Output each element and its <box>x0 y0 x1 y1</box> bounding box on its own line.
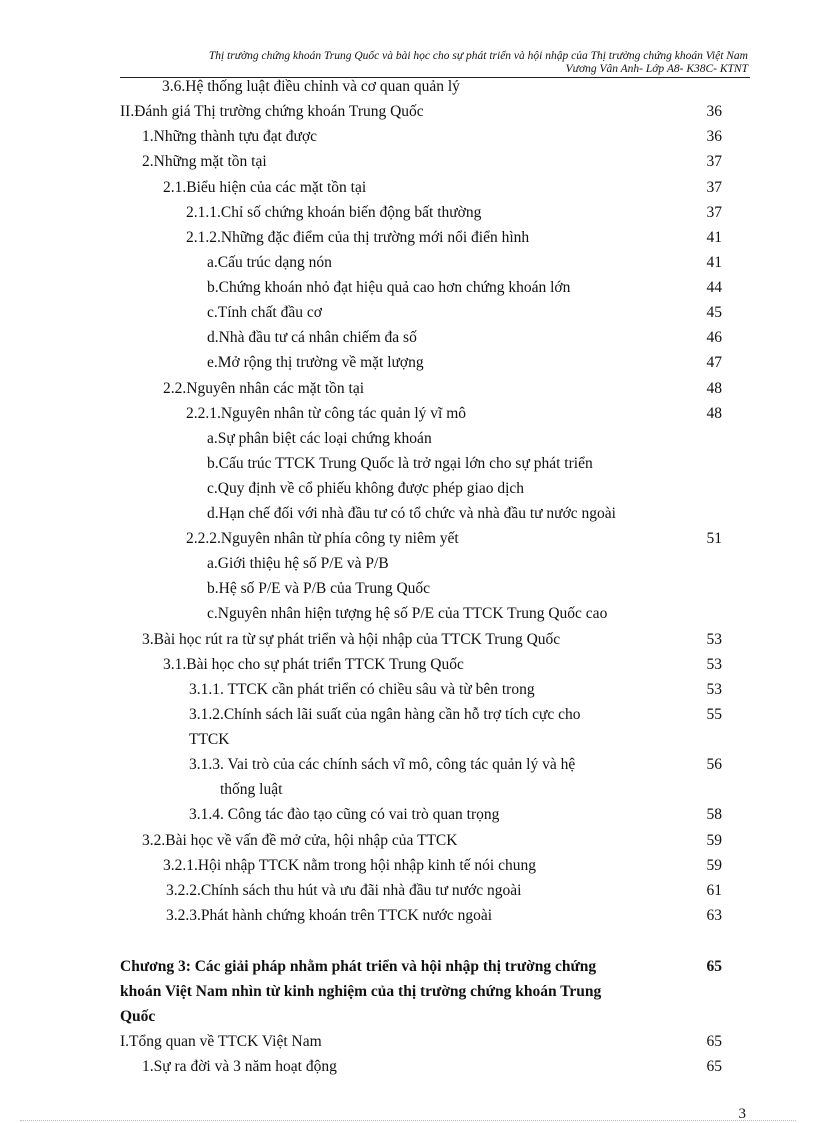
toc-entry <box>0 627 816 652</box>
toc-entry-text: 3.2.3.Phát hành chứng khoán trên TTCK nước ngoài <box>166 907 493 924</box>
toc-entry <box>0 99 816 124</box>
toc-entry-text: c.Quy định về cổ phiếu không được phép giao dịch <box>207 480 525 497</box>
toc-entry-page: 36 <box>706 103 722 120</box>
toc-entry-page: 36 <box>706 128 722 145</box>
toc-entry <box>0 878 816 903</box>
toc-entry <box>0 74 816 99</box>
toc-entry <box>0 1054 816 1079</box>
toc-entry <box>0 275 816 300</box>
toc-entry-text: 3.Bài học rút ra từ sự phát triển và hội nhập của TTCK Trung Quốc <box>142 631 561 648</box>
toc-entry <box>0 702 816 727</box>
toc-entry-page: 63 <box>706 907 722 924</box>
toc-entry-text: a.Sự phân biệt các loại chứng khoán <box>207 430 432 447</box>
toc-entry-page: 58 <box>706 806 722 823</box>
toc-entry-page: 65 <box>706 1033 722 1050</box>
toc-entry-text: thống luật <box>220 781 283 798</box>
toc-entry <box>0 401 816 426</box>
toc-entry-text: e.Mở rộng thị trường về mặt lượng <box>207 354 424 371</box>
toc-entry-page: 37 <box>706 204 722 221</box>
toc-entry <box>0 426 816 451</box>
toc-entry-text: b.Cấu trúc TTCK Trung Quốc là trở ngại lớn cho sự phát triển <box>207 455 593 472</box>
toc-entry-text: d.Hạn chế đối với nhà đầu tư có tổ chức và nhà đầu tư nước ngoài <box>207 505 616 522</box>
toc-entry-text: 2.2.Nguyên nhân các mặt tồn tại <box>163 380 365 397</box>
toc-entry <box>0 903 816 928</box>
toc-chapter-entry <box>0 979 816 1004</box>
toc-entry-text: TTCK <box>189 731 230 748</box>
toc-entry-page: 55 <box>706 706 722 723</box>
toc-entry-text: 3.2.2.Chính sách thu hút và ưu đãi nhà đầu tư nước ngoài <box>166 882 522 899</box>
toc-entry-page: 53 <box>706 631 722 648</box>
toc-entry-page: 47 <box>706 354 722 371</box>
toc-chapter-entry <box>0 1004 816 1029</box>
toc-entry-text: 3.1.4. Công tác đào tạo cũng có vai trò quan trọng <box>189 806 500 823</box>
toc-entry <box>0 551 816 576</box>
toc-entry <box>0 376 816 401</box>
toc-entry <box>0 828 816 853</box>
toc-entry-text: I.Tổng quan về TTCK Việt Nam <box>120 1033 322 1050</box>
toc-entry <box>0 576 816 601</box>
toc-entry-text: a.Giới thiệu hệ số P/E và P/B <box>207 555 389 572</box>
toc-entry <box>0 601 816 626</box>
toc-entry-page: 59 <box>706 832 722 849</box>
toc-entry-text: Quốc <box>120 1008 156 1025</box>
toc-entry-page: 51 <box>706 530 722 547</box>
toc-entry-text: 3.1.1. TTCK cần phát triển có chiều sâu và từ bên trong <box>189 681 535 698</box>
toc-entry <box>0 501 816 526</box>
toc-entry <box>0 124 816 149</box>
toc-entry-text: 2.1.2.Những đặc điểm của thị trường mới nổi điển hình <box>186 229 530 246</box>
toc-entry-text: c.Nguyên nhân hiện tượng hệ số P/E của TTCK Trung Quốc cao <box>207 605 608 622</box>
toc-entry-page: 65 <box>706 958 722 975</box>
toc-entry-page: 65 <box>706 1058 722 1075</box>
toc-entry-page: 53 <box>706 681 722 698</box>
toc-entry-text: 3.1.Bài học cho sự phát triển TTCK Trung Quốc <box>163 656 464 673</box>
toc-entry <box>0 451 816 476</box>
toc-entry-text: b.Hệ số P/E và P/B của Trung Quốc <box>207 580 431 597</box>
toc-entry-text: 3.1.3. Vai trò của các chính sách vĩ mô, công tác quản lý và hệ <box>189 756 576 773</box>
toc-entry-text: 3.6.Hệ thống luật điều chỉnh và cơ quan quản lý <box>162 78 460 95</box>
toc-entry <box>0 149 816 174</box>
toc-entry <box>0 300 816 325</box>
footer-divider <box>20 1120 796 1121</box>
toc-entry-page: 45 <box>706 304 722 321</box>
toc-entry-text: 2.2.2.Nguyên nhân từ phía công ty niêm yết <box>186 530 459 547</box>
toc-entry-page: 46 <box>706 329 722 346</box>
toc-entry-text: d.Nhà đầu tư cá nhân chiếm đa số <box>207 329 417 346</box>
toc-entry-page: 37 <box>706 153 722 170</box>
toc-entry <box>0 476 816 501</box>
toc-entry <box>0 350 816 375</box>
toc-entry-text: 2.1.Biểu hiện của các mặt tồn tại <box>163 179 367 196</box>
toc-entry <box>0 777 816 802</box>
toc-entry <box>0 225 816 250</box>
toc-entry <box>0 652 816 677</box>
toc-entry-text: Chương 3: Các giải pháp nhằm phát triển và hội nhập thị trường chứng <box>120 958 597 975</box>
running-header-author: Vương Vân Anh- Lớp A8- K38C- KTNT <box>565 63 748 75</box>
toc-entry-text: 3.2.Bài học về vấn đề mở cửa, hội nhập của TTCK <box>142 832 458 849</box>
toc-entry <box>0 752 816 777</box>
toc-entry-text: a.Cấu trúc dạng nón <box>207 254 332 271</box>
toc-entry-page: 56 <box>706 756 722 773</box>
toc-entry-page: 44 <box>706 279 722 296</box>
toc-entry <box>0 175 816 200</box>
running-header-title: Thị trường chứng khoán Trung Quốc và bài học cho sự phát triển và hội nhập của Thị trường chứng khoán Việt Nam <box>208 50 748 62</box>
toc-entry <box>0 802 816 827</box>
toc-entry <box>0 200 816 225</box>
toc-entry-page: 61 <box>706 882 722 899</box>
toc-chapter-entry <box>0 954 816 979</box>
toc-entry-page: 41 <box>706 229 722 246</box>
toc-entry <box>0 1029 816 1054</box>
toc-entry <box>0 853 816 878</box>
toc-entry <box>0 727 816 752</box>
toc-entry-page: 37 <box>706 179 722 196</box>
toc-entry <box>0 325 816 350</box>
toc-entry <box>0 526 816 551</box>
toc-entry-page: 48 <box>706 380 722 397</box>
toc-entry-text: II.Đánh giá Thị trường chứng khoán Trung Quốc <box>120 103 424 120</box>
page-number: 3 <box>738 1106 746 1122</box>
toc-entry-text: 1.Sự ra đời và 3 năm hoạt động <box>142 1058 337 1075</box>
toc-entry-text: b.Chứng khoán nhỏ đạt hiệu quả cao hơn chứng khoán lớn <box>207 279 571 296</box>
toc-entry <box>0 250 816 275</box>
toc-entry-text: khoán Việt Nam nhìn từ kinh nghiệm của thị trường chứng khoán Trung <box>120 983 602 1000</box>
toc-entry-page: 48 <box>706 405 722 422</box>
toc-entry-text: 2.1.1.Chỉ số chứng khoán biến động bất thường <box>186 204 482 221</box>
toc-entry-text: 2.Những mặt tồn tại <box>142 153 267 170</box>
toc-entry-page: 59 <box>706 857 722 874</box>
toc-entry-text: 3.2.1.Hội nhập TTCK nằm trong hội nhập kinh tế nói chung <box>163 857 536 874</box>
toc-entry <box>0 677 816 702</box>
toc-entry-page: 41 <box>706 254 722 271</box>
toc-entry-page: 53 <box>706 656 722 673</box>
toc-entry-text: 2.2.1.Nguyên nhân từ công tác quản lý vĩ mô <box>186 405 467 422</box>
toc-entry-text: 3.1.2.Chính sách lãi suất của ngân hàng cần hỗ trợ tích cực cho <box>189 706 581 723</box>
toc-entry-text: 1.Những thành tựu đạt được <box>142 128 318 145</box>
toc-entry-text: c.Tính chất đầu cơ <box>207 304 322 321</box>
